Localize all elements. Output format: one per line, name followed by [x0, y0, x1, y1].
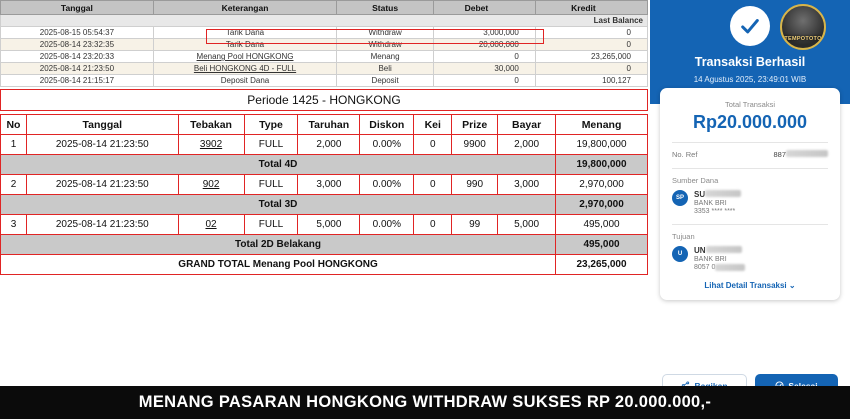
cell-status: Withdraw — [337, 39, 434, 51]
th-taruhan: Taruhan — [298, 115, 360, 135]
cell-kei: 0 — [414, 175, 452, 195]
total-label: Total Transaksi — [724, 100, 776, 109]
dest-name-text: UN — [694, 246, 706, 255]
cell-debet: 3,000,000 — [434, 27, 536, 39]
ref-value-text: 887 — [773, 150, 786, 159]
cell-keterangan: Deposit Dana — [153, 75, 336, 87]
th-diskon: Diskon — [360, 115, 414, 135]
cell-taruhan: 5,000 — [298, 215, 360, 235]
cell-tanggal: 2025-08-14 23:32:35 — [1, 39, 154, 51]
divider — [672, 142, 828, 143]
cell-bayar: 2,000 — [498, 135, 556, 155]
divider — [672, 168, 828, 169]
dest-account-redacted — [715, 264, 745, 271]
dest-account — [672, 246, 828, 271]
cell-tebakan-link[interactable]: 902 — [178, 175, 244, 195]
ref-label: No. Ref — [672, 150, 698, 159]
th-no: No — [1, 115, 27, 135]
cell-bayar: 5,000 — [498, 215, 556, 235]
source-avatar: SP — [672, 190, 688, 206]
source-account — [672, 190, 828, 215]
dest-account-number — [694, 264, 745, 271]
receipt-datetime: 14 Agustus 2025, 23:49:01 WIB — [693, 75, 807, 84]
receipt-card — [660, 88, 840, 300]
source-name — [694, 190, 741, 199]
cell-keterangan: Tarik Dana — [153, 39, 336, 51]
cell-tanggal: 2025-08-14 21:23:50 — [26, 215, 178, 235]
cell-menang: 19,800,000 — [556, 135, 648, 155]
cell-kredit: 23,265,000 — [535, 51, 647, 63]
cell-prize: 9900 — [452, 135, 498, 155]
brand-logo-label: TEMPOTOTO — [784, 36, 822, 42]
cell-debet: 0 — [434, 51, 536, 63]
table-row — [1, 51, 648, 63]
dest-account-number-text: 8057 0 — [694, 264, 716, 271]
brand-logo-icon — [780, 4, 826, 50]
subtotal-value: 495,000 — [556, 235, 648, 255]
cell-tanggal: 2025-08-15 05:54:37 — [1, 27, 154, 39]
source-name-redacted — [705, 190, 741, 197]
th-tebakan: Tebakan — [178, 115, 244, 135]
table-row — [1, 27, 648, 39]
cell-debet: 0 — [434, 75, 536, 87]
dest-name-redacted — [706, 246, 742, 253]
cell-debet: 30,000 — [434, 63, 536, 75]
cell-diskon: 0.00% — [360, 215, 414, 235]
last-balance-row — [1, 15, 648, 27]
cell-tanggal: 2025-08-14 21:15:17 — [1, 75, 154, 87]
cell-status: Menang — [337, 51, 434, 63]
grand-total-row — [1, 255, 648, 275]
cell-prize: 990 — [452, 175, 498, 195]
detail-transaksi-label: Lihat Detail Transaksi — [704, 281, 787, 290]
cell-taruhan: 2,000 — [298, 135, 360, 155]
cell-no: 1 — [1, 135, 27, 155]
th-prize: Prize — [452, 115, 498, 135]
cell-status: Deposit — [337, 75, 434, 87]
dest-avatar: U — [672, 246, 688, 262]
subtotal-row — [1, 155, 648, 175]
table-row — [1, 215, 648, 235]
divider — [672, 224, 828, 225]
cell-type: FULL — [244, 215, 298, 235]
ref-value-redacted — [786, 150, 828, 157]
success-check-icon — [730, 6, 770, 46]
cell-tanggal: 2025-08-14 21:23:50 — [1, 63, 154, 75]
cell-tebakan-link[interactable]: 02 — [178, 215, 244, 235]
total-amount: Rp20.000.000 — [692, 112, 808, 132]
cell-status: Beli — [337, 63, 434, 75]
cell-kei: 0 — [414, 135, 452, 155]
cell-menang: 2,970,000 — [556, 175, 648, 195]
cell-prize: 99 — [452, 215, 498, 235]
subtotal-row — [1, 235, 648, 255]
cell-keterangan-link[interactable]: Beli HONGKONG 4D - FULL — [153, 63, 336, 75]
bottom-banner-text: MENANG PASARAN HONGKONG WITHDRAW SUKSES RP 20.000.000,- — [138, 393, 712, 411]
cell-diskon: 0.00% — [360, 135, 414, 155]
cell-kredit: 0 — [535, 63, 647, 75]
source-account-number: 3353 **** **** — [694, 208, 736, 215]
th-debet: Debet — [434, 1, 536, 15]
subtotal-label: Total 2D Belakang — [1, 235, 556, 255]
cell-keterangan-link[interactable]: Menang Pool HONGKONG — [153, 51, 336, 63]
cell-status: Withdraw — [337, 27, 434, 39]
source-name-text: SU — [694, 190, 706, 199]
cell-no: 3 — [1, 215, 27, 235]
receipt-panel — [650, 0, 850, 419]
ref-value — [773, 150, 828, 159]
result-table-header-row — [1, 115, 648, 135]
cell-menang: 495,000 — [556, 215, 648, 235]
subtotal-label: Total 4D — [1, 155, 556, 175]
subtotal-label: Total 3D — [1, 195, 556, 215]
cell-no: 2 — [1, 175, 27, 195]
grand-total-value: 23,265,000 — [556, 255, 648, 275]
cell-type: FULL — [244, 135, 298, 155]
cell-tanggal: 2025-08-14 21:23:50 — [26, 135, 178, 155]
th-tanggal: Tanggal — [1, 1, 154, 15]
period-title: Periode 1425 - HONGKONG — [0, 89, 648, 111]
table-row — [1, 135, 648, 155]
cell-tebakan-link[interactable]: 3902 — [178, 135, 244, 155]
th-bayar: Bayar — [498, 115, 556, 135]
cell-kredit: 100,127 — [535, 75, 647, 87]
th-kei: Kei — [414, 115, 452, 135]
cell-keterangan: Tarik Dana — [153, 27, 336, 39]
subtotal-row — [1, 195, 648, 215]
dest-label: Tujuan — [672, 232, 695, 241]
cell-taruhan: 3,000 — [298, 175, 360, 195]
cell-type: FULL — [244, 175, 298, 195]
th-keterangan: Keterangan — [153, 1, 336, 15]
bottom-banner — [0, 386, 850, 419]
th-type: Type — [244, 115, 298, 135]
transaction-table — [0, 0, 648, 87]
cell-kredit: 0 — [535, 27, 647, 39]
th-menang: Menang — [556, 115, 648, 135]
cell-kredit: 0 — [535, 39, 647, 51]
th-tanggal: Tanggal — [26, 115, 178, 135]
table-row — [1, 175, 648, 195]
cell-debet: 20,000,000 — [434, 39, 536, 51]
detail-transaksi-link[interactable]: Lihat Detail Transaksi ⌄ — [704, 281, 796, 290]
subtotal-value: 19,800,000 — [556, 155, 648, 175]
dest-bank: BANK BRI — [694, 256, 727, 263]
table-row — [1, 75, 648, 87]
last-balance-label: Last Balance — [1, 15, 648, 27]
cell-tanggal: 2025-08-14 21:23:50 — [26, 175, 178, 195]
grand-total-label: GRAND TOTAL Menang Pool HONGKONG — [1, 255, 556, 275]
table-row — [1, 39, 648, 51]
dest-name — [694, 246, 745, 255]
transaction-table-header-row — [1, 1, 648, 15]
cell-tanggal: 2025-08-14 23:20:33 — [1, 51, 154, 63]
subtotal-value: 2,970,000 — [556, 195, 648, 215]
cell-bayar: 3,000 — [498, 175, 556, 195]
receipt-title: Transaksi Berhasil — [694, 55, 806, 69]
cell-diskon: 0.00% — [360, 175, 414, 195]
ref-row — [672, 150, 828, 159]
source-bank: BANK BRI — [694, 200, 727, 207]
cell-kei: 0 — [414, 215, 452, 235]
table-row — [1, 63, 648, 75]
th-kredit: Kredit — [535, 1, 647, 15]
result-table — [0, 114, 648, 275]
th-status: Status — [337, 1, 434, 15]
source-label: Sumber Dana — [672, 176, 719, 185]
